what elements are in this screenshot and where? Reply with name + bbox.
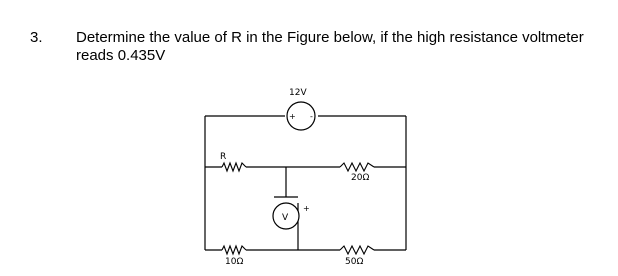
resistor-r-zigzag [222, 163, 246, 171]
resistor-10 [222, 246, 246, 267]
voltmeter-plus-sign: + [303, 204, 310, 213]
resistor-20 [340, 163, 374, 183]
resistor-20-label: 20Ω [351, 173, 370, 183]
resistor-10-zigzag [222, 246, 246, 254]
resistor-50-label: 50Ω [345, 257, 364, 267]
resistor-10-label: 10Ω [225, 257, 244, 267]
source-label: 12V [289, 88, 307, 98]
resistor-r-label: R [220, 152, 227, 162]
voltmeter-symbol: V [282, 213, 289, 223]
source-minus-sign: - [310, 112, 313, 121]
circuit-wires [205, 116, 406, 250]
resistor-50 [340, 246, 374, 267]
resistor-r [220, 152, 246, 171]
source-plus-sign: + [289, 112, 296, 121]
resistor-20-zigzag [340, 163, 374, 171]
voltmeter [273, 203, 310, 229]
voltage-source [287, 88, 315, 130]
resistor-50-zigzag [340, 246, 374, 254]
question-number: 3. [30, 29, 43, 46]
question-line-2: reads 0.435V [76, 47, 166, 64]
question-line-1: Determine the value of R in the Figure below, if the high resistance voltmeter [76, 29, 584, 46]
